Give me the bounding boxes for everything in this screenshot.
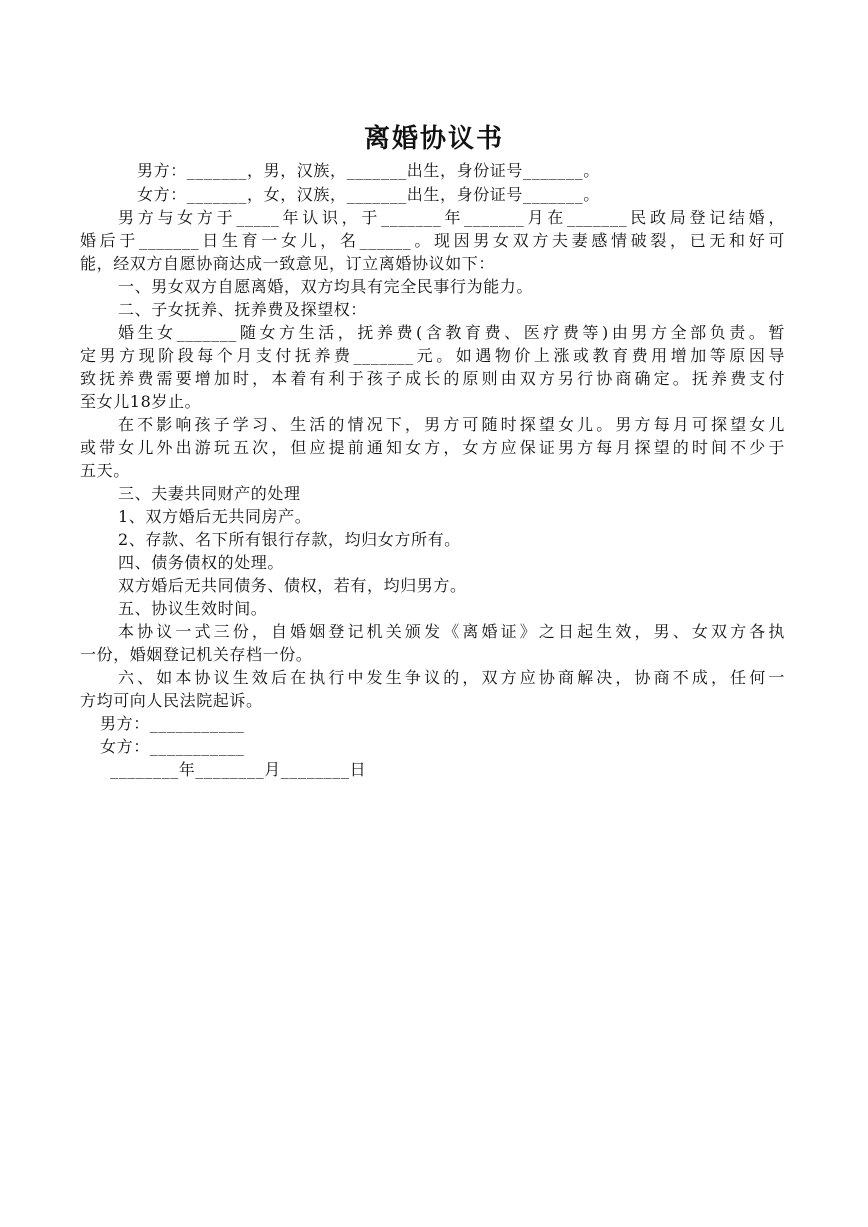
paragraph-line: 或带女儿外出游玩五次，但应提前通知女方，女方应保证男方每月探望的时间不少于 xyxy=(80,438,785,457)
paragraph-line: 五天。 xyxy=(80,461,130,480)
paragraph-line: 至女儿18岁止。 xyxy=(80,392,202,411)
male-party-line: 男方：_______，男，汉族，_______出生，身份证号_______。 xyxy=(137,161,600,180)
clause-heading: 四、债务债权的处理。 xyxy=(118,553,285,572)
signature-male: 男方：___________ xyxy=(100,714,245,733)
paragraph-line: 双方婚后无共同债务、债权，若有，均归男方。 xyxy=(118,576,467,595)
document-title: 离婚协议书 xyxy=(363,124,504,154)
clause-heading: 五、协议生效时间。 xyxy=(118,599,268,618)
paragraph-line: 方均可向人民法院起诉。 xyxy=(80,691,263,710)
paragraph-line: 1、双方婚后无共同房产。 xyxy=(118,507,312,526)
female-party-line: 女方：_______，女，汉族，_______出生，身份证号_______。 xyxy=(137,185,600,204)
clause-heading: 六、如本协议生效后在执行中发生争议的，双方应协商解决，协商不成，任何一 xyxy=(118,668,785,687)
paragraph-line: 一份，婚姻登记机关存档一份。 xyxy=(80,645,313,664)
paragraph-line: 婚后于_______日生育一女儿，名______。现因男女双方夫妻感情破裂，已无和好可 xyxy=(80,231,785,250)
paragraph-line: 本协议一式三份，自婚姻登记机关颁发《离婚证》之日起生效，男、女双方各执 xyxy=(118,622,785,641)
signature-female: 女方：___________ xyxy=(100,737,245,756)
signature-date: ________年________月________日 xyxy=(110,760,367,779)
paragraph-line: 2、存款、名下所有银行存款，均归女方所有。 xyxy=(118,530,461,549)
paragraph-line: 能，经双方自愿协商达成一致意见，订立离婚协议如下： xyxy=(80,254,496,273)
clause-heading: 二、子女抚养、抚养费及探望权： xyxy=(118,300,368,319)
paragraph-line: 婚生女_______随女方生活，抚养费(含教育费、医疗费等)由男方全部负责。暂 xyxy=(118,323,785,342)
clause-heading: 三、夫妻共同财产的处理 xyxy=(118,484,301,503)
clause-heading: 一、男女双方自愿离婚，双方均具有完全民事行为能力。 xyxy=(118,277,534,296)
paragraph-line: 致抚养费需要增加时，本着有利于孩子成长的原则由双方另行协商确定。抚养费支付 xyxy=(80,369,785,388)
paragraph-line: 在不影响孩子学习、生活的情况下，男方可随时探望女儿。男方每月可探望女儿 xyxy=(118,415,785,434)
paragraph-line: 定男方现阶段每个月支付抚养费_______元。如遇物价上涨或教育费用增加等原因导 xyxy=(80,346,785,365)
paragraph-line: 男方与女方于_____年认识，于_______年_______月在_______民政局登记结婚， xyxy=(118,208,785,227)
